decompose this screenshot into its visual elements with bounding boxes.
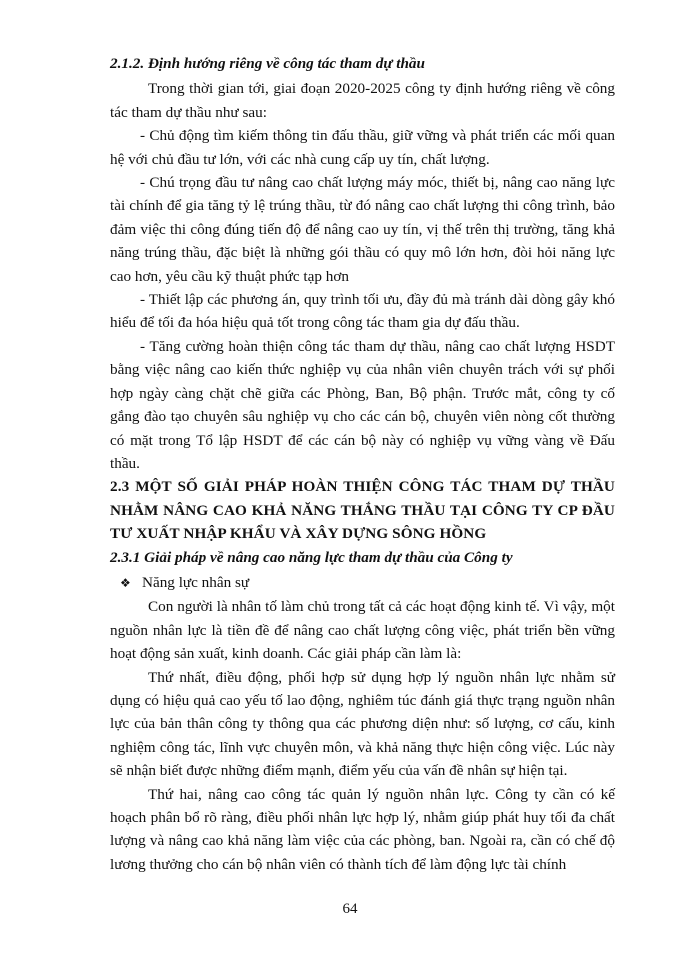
- body-paragraph: Thứ nhất, điều động, phối hợp sử dụng hợp lý nguồn nhân lực nhằm sử dụng có hiệu quả cao yếu tố lao động, nghiêm túc đánh giá thực trạng nguồn nhân lực của bản thân công ty thông qua các phương diện như: số lượng, cơ cấu, kinh nghiệm công tác, lĩnh vực chuyên môn, và khả năng thực hiện công việc. Lúc này sẽ nhận biết được những điểm mạnh, điểm yếu của vấn đề nhân sự hiện tại.: [110, 668, 615, 780]
- bullet-item: [110, 571, 615, 595]
- list-item: - Thiết lập các phương án, quy trình tối ưu, đầy đủ mà tránh dài dòng gây khó hiểu để tối đa hóa hiệu quả tốt trong công tác tham gia dự đấu thầu.: [110, 291, 615, 332]
- body-paragraph: Con người là nhân tố làm chủ trong tất cả các hoạt động kinh tế. Vì vậy, một nguồn nhân lực là tiền đề để nâng cao chất lượng công việc, phát triển bền vững hoạt động sản xuất, kinh doanh. Các giải pháp cần làm là:: [110, 598, 615, 663]
- list-item: - Chủ động tìm kiếm thông tin đấu thầu, giữ vững và phát triển các mối quan hệ với chủ đầu tư lớn, với các nhà cung cấp uy tín, chất lượng.: [110, 127, 615, 168]
- document-page: [110, 52, 615, 876]
- section-heading-2-3-1: 2.3.1 Giải pháp về nâng cao năng lực tham dự thầu của Công ty: [110, 548, 513, 566]
- section-heading-2-3: 2.3 MỘT SỐ GIẢI PHÁP HOÀN THIỆN CÔNG TÁC THAM DỰ THẦU NHẰM NÂNG CAO KHẢ NĂNG THẮNG THẦU TẠI CÔNG TY CP ĐẦU TƯ XUẤT NHẬP KHẨU VÀ XÂY DỰNG SÔNG HỒNG: [110, 478, 615, 543]
- body-paragraph: Thứ hai, nâng cao công tác quản lý nguồn nhân lực. Công ty cần có kế hoạch phân bổ rõ ràng, điều phối nhân lực hợp lý, nhằm giúp phát huy tối đa chất lượng và nâng cao khả năng làm việc của các phòng, ban. Ngoài ra, cần có chế độ lương thưởng cho cán bộ nhân viên có thành tích để làm động lực tài chính: [110, 785, 615, 873]
- page-number: 64: [342, 901, 358, 917]
- section-intro-paragraph: Trong thời gian tới, giai đoạn 2020-2025 công ty định hướng riêng về công tác tham dự thầu như sau:: [110, 80, 615, 121]
- bullet-label: Năng lực nhân sự: [142, 573, 250, 591]
- list-item: - Chú trọng đầu tư nâng cao chất lượng máy móc, thiết bị, nâng cao năng lực tài chính để gia tăng tỷ lệ trúng thầu, từ đó nâng cao chất lượng thi công trình, bảo đảm việc thi công đúng tiến độ để nâng cao uy tín, vị thế trên thị trường, tăng khả năng trúng thầu, đặc biệt là những gói thầu có quy mô lớn hơn, đòi hỏi năng lực cao hơn, yêu cầu kỹ thuật phức tạp hơn: [110, 174, 615, 285]
- list-item: - Tăng cường hoàn thiện công tác tham dự thầu, nâng cao chất lượng HSDT bằng việc nâng cao kiến thức nghiệp vụ của nhân viên chuyên trách với sự phối hợp ngày càng chặt chẽ giữa các Phòng, Ban, Bộ phận. Trước mắt, công ty cố gắng đào tạo chuyên sâu nghiệp vụ cho các cán bộ, chuyên viên nòng cốt thường có mặt trong Tổ lập HSDT để các cán bộ này có nghiệp vụ vững vàng về Đấu thầu.: [110, 337, 615, 472]
- section-heading-2-1-2: 2.1.2. Định hướng riêng về công tác tham dự thầu: [110, 55, 425, 72]
- diamond-bullet-icon: ❖: [120, 575, 131, 590]
